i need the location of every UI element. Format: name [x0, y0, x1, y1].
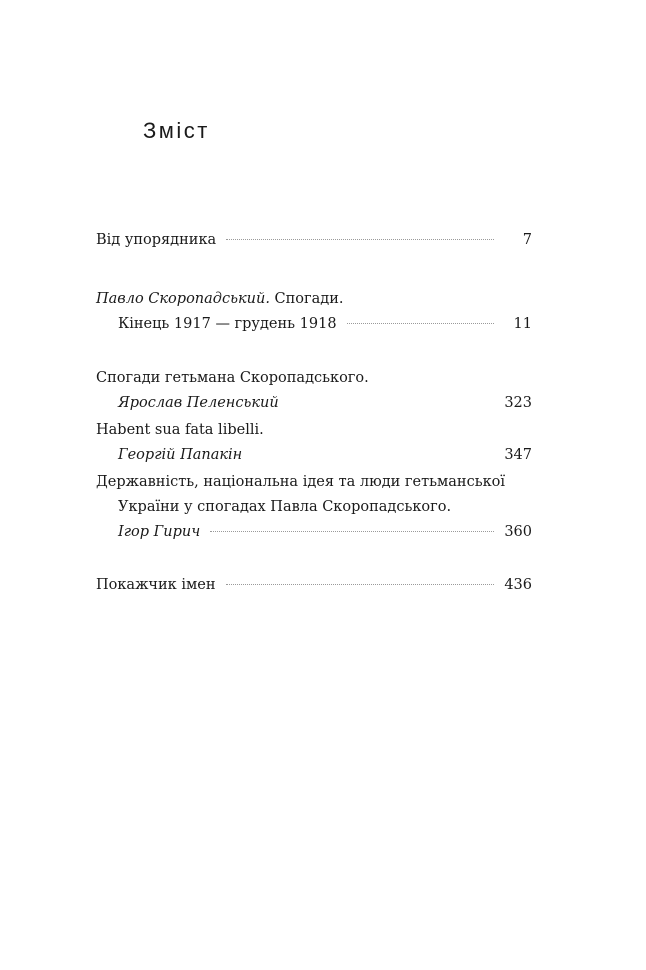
toc-entry-author: Павло Скоропадський. — [96, 291, 270, 307]
dot-leader — [210, 530, 494, 532]
toc-entry-memoirs[interactable] — [96, 287, 532, 337]
dot-leader — [347, 322, 494, 324]
toc-entry-title-continued: України у спогадах Павла Скоропадського. — [118, 499, 452, 515]
dot-leader — [226, 238, 494, 240]
toc-page-number: 360 — [504, 524, 532, 540]
toc-page-number: 347 — [504, 447, 532, 463]
toc-entry-index[interactable] — [96, 573, 532, 598]
toc-entry-pelenskyi[interactable] — [96, 366, 532, 416]
page-title: Зміст — [143, 118, 210, 143]
toc-page-number: 7 — [522, 232, 532, 248]
toc-entry-title: Покажчик імен — [96, 577, 216, 593]
toc-entry-author: Ярослав Пеленський — [118, 395, 279, 411]
toc-entry-title: Спогади. — [274, 291, 344, 307]
toc-entry-foreword[interactable] — [96, 228, 532, 253]
toc-entry-author: Георгій Папакін — [118, 447, 243, 463]
toc-entry-title: Державність, національна ідея та люди гетьманської — [96, 474, 506, 490]
toc-entry-title: Habent sua fata libelli. — [96, 422, 264, 438]
toc-page-number: 11 — [513, 316, 532, 332]
toc-page-number: 436 — [504, 577, 532, 593]
toc-page-number: 323 — [504, 395, 532, 411]
toc-entry-author: Ігор Гирич — [118, 524, 201, 540]
dot-leader — [226, 583, 494, 585]
toc-entry-title: Від упорядника — [96, 232, 217, 248]
toc-entry-papakin[interactable] — [96, 418, 532, 468]
toc-entry-hyrych[interactable] — [96, 470, 532, 545]
toc-entry-subtitle: Кінець 1917 — грудень 1918 — [118, 316, 337, 332]
toc-entry-title: Спогади гетьмана Скоропадського. — [96, 370, 369, 386]
